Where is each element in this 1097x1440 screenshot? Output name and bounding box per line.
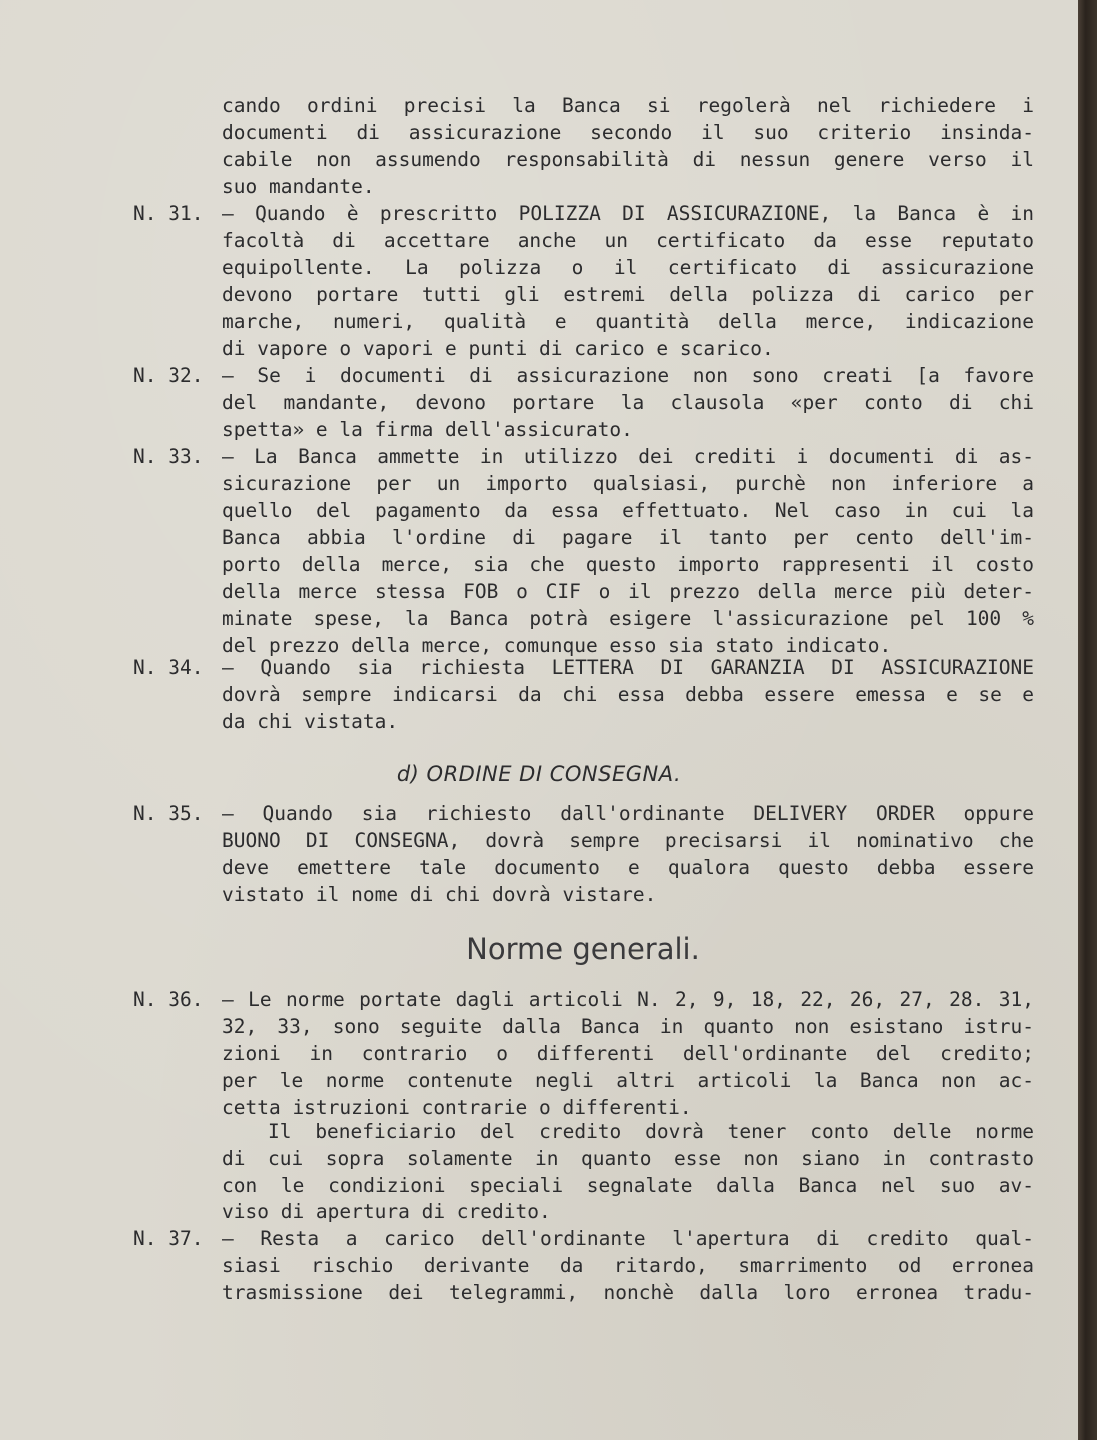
- text-line: dovrà sempre indicarsi da chi essa debba essere emessa e se e: [222, 683, 1034, 706]
- text-line: — La Banca ammette in utilizzo dei crediti i documenti di as-: [222, 445, 1034, 468]
- text-line: suo mandante.: [222, 175, 375, 198]
- text-line: del mandante, devono portare la clausola «per conto di chi: [222, 391, 1034, 414]
- text-line: per le norme contenute negli altri articoli la Banca non ac-: [222, 1069, 1034, 1092]
- text-line: marche, numeri, qualità e quantità della merce, indicazione: [222, 310, 1034, 333]
- text-line: con le condizioni speciali segnalate dalla Banca nel suo av-: [222, 1174, 1034, 1197]
- article-number-35: N. 35.: [133, 802, 204, 825]
- text-line: siasi rischio derivante da ritardo, smarrimento od erronea: [222, 1254, 1034, 1277]
- text-line: BUONO DI CONSEGNA, dovrà sempre precisarsi il nominativo che: [222, 829, 1034, 852]
- book-spine: [1078, 0, 1097, 1440]
- text-line: deve emettere tale documento e qualora questo debba essere: [222, 856, 1034, 879]
- text-line: — Le norme portate dagli articoli N. 2, 9, 18, 22, 26, 27, 28. 31,: [222, 988, 1034, 1011]
- text-line: di vapore o vapori e punti di carico e scarico.: [222, 337, 774, 360]
- text-line: viso di apertura di credito.: [222, 1200, 551, 1223]
- text-line: Il beneficiario del credito dovrà tener conto delle norme: [268, 1120, 1034, 1143]
- text-line: — Se i documenti di assicurazione non sono creati [a favore: [222, 364, 1034, 387]
- text-line: di cui sopra solamente in quanto esse non siano in contrasto: [222, 1147, 1034, 1170]
- text-line: — Quando sia richiesto dall'ordinante DELIVERY ORDER oppure: [222, 802, 1034, 825]
- text-line: vistato il nome di chi dovrà vistare.: [222, 883, 657, 906]
- text-line: del prezzo della merce, comunque esso sia stato indicato.: [222, 634, 892, 657]
- text-line: documenti di assicurazione secondo il suo criterio insinda-: [222, 121, 1034, 144]
- text-line: spetta» e la firma dell'assicurato.: [222, 418, 633, 441]
- text-line: — Quando sia richiesta LETTERA DI GARANZIA DI ASSICURAZIONE: [222, 656, 1034, 679]
- text-line: — Quando è prescritto POLIZZA DI ASSICURAZIONE, la Banca è in: [222, 202, 1034, 225]
- text-line: zioni in contrario o differenti dell'ordinante del credito;: [222, 1042, 1034, 1065]
- text-line: cabile non assumendo responsabilità di nessun genere verso il: [222, 148, 1034, 171]
- section-subheading: d) ORDINE DI CONSEGNA.: [396, 762, 682, 786]
- text-line: cando ordini precisi la Banca si regolerà nel richiedere i: [222, 94, 1034, 117]
- text-line: Banca abbia l'ordine di pagare il tanto per cento dell'im-: [222, 526, 1034, 549]
- text-line: cetta istruzioni contrarie o differenti.: [222, 1096, 692, 1119]
- text-line: facoltà di accettare anche un certificato da esse reputato: [222, 229, 1034, 252]
- article-number-34: N. 34.: [133, 656, 204, 679]
- article-number-31: N. 31.: [133, 202, 204, 225]
- text-line: devono portare tutti gli estremi della polizza di carico per: [222, 283, 1034, 306]
- text-line: sicurazione per un importo qualsiasi, purchè non inferiore a: [222, 472, 1034, 495]
- article-number-33: N. 33.: [133, 445, 204, 468]
- section-heading: Norme generali.: [466, 932, 700, 966]
- article-number-36: N. 36.: [133, 988, 204, 1011]
- text-line: porto della merce, sia che questo importo rappresenti il costo: [222, 553, 1034, 576]
- text-line: della merce stessa FOB o CIF o il prezzo della merce più deter-: [222, 580, 1034, 603]
- article-number-37: N. 37.: [133, 1227, 204, 1250]
- text-line: equipollente. La polizza o il certificato di assicurazione: [222, 256, 1034, 279]
- text-line: — Resta a carico dell'ordinante l'apertura di credito qual-: [222, 1227, 1034, 1250]
- text-line: 32, 33, sono seguite dalla Banca in quanto non esistano istru-: [222, 1015, 1034, 1038]
- text-line: minate spese, la Banca potrà esigere l'assicurazione pel 100 %: [222, 607, 1034, 630]
- article-number-32: N. 32.: [133, 364, 204, 387]
- text-line: quello del pagamento da essa effettuato. Nel caso in cui la: [222, 499, 1034, 522]
- text-line: trasmissione dei telegrammi, nonchè dalla loro erronea tradu-: [222, 1281, 1034, 1304]
- text-line: da chi vistata.: [222, 710, 399, 733]
